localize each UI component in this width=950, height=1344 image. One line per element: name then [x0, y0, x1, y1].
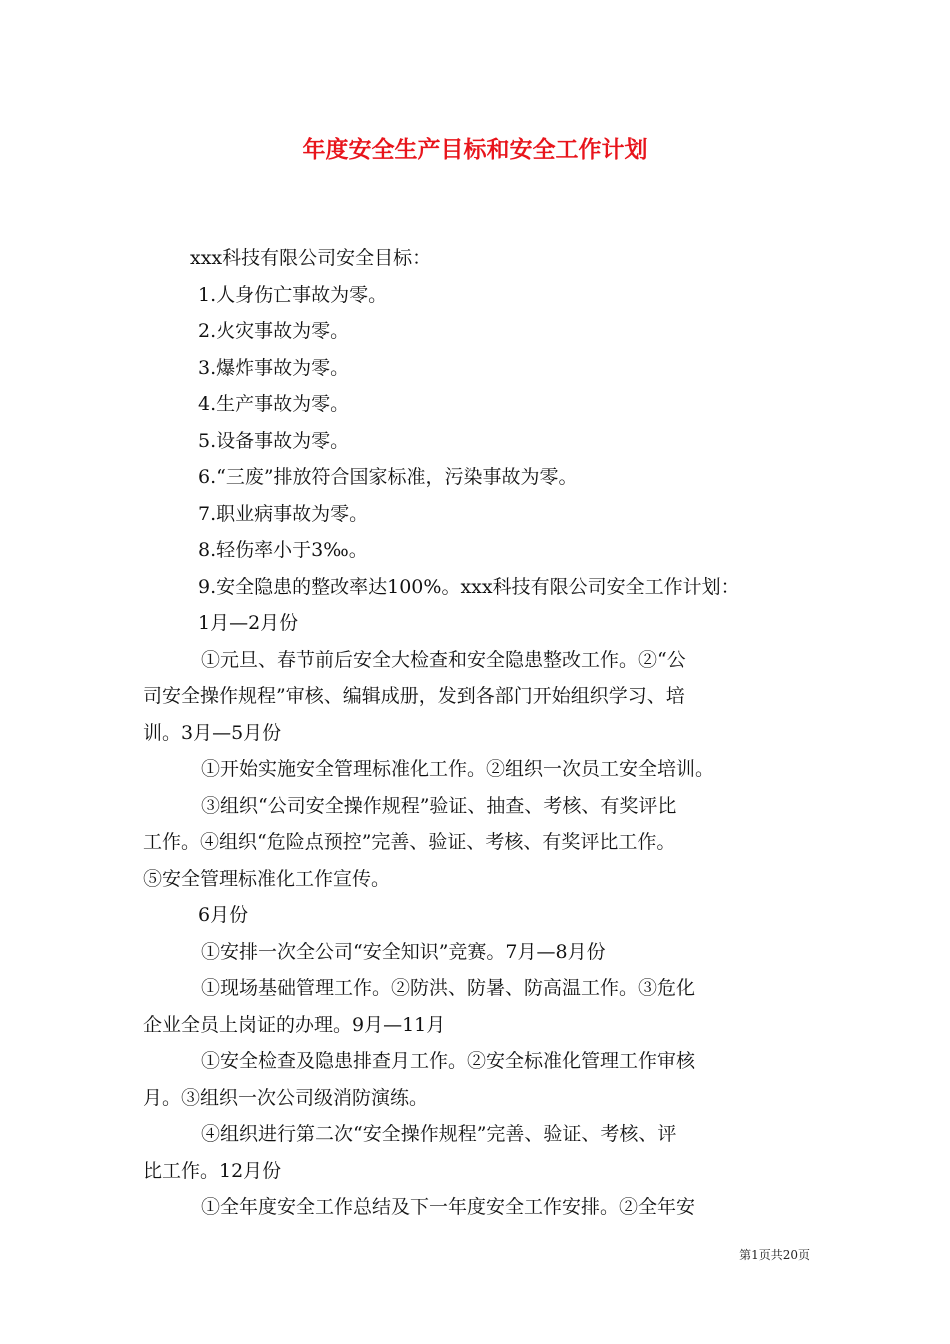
text-line: ⑤安全管理标准化工作宣传。 — [143, 867, 391, 890]
text-line: ④组织进行第二次“安全操作规程”完善、验证、考核、评 — [201, 1123, 677, 1145]
text-line: xxx科技有限公司安全目标： — [190, 247, 432, 269]
text-line: 1.人身伤亡事故为零。 — [198, 283, 388, 306]
text-line: ①元旦、春节前后安全大检查和安全隐患整改工作。②“公 — [201, 648, 686, 671]
text-line: 6.“三废”排放符合国家标准，污染事故为零。 — [198, 466, 578, 488]
text-line: 企业全员上岗证的办理。9月—11月 — [143, 1013, 446, 1036]
text-line: 7.职业病事故为零。 — [198, 502, 369, 525]
text-line: 1月—2月份 — [198, 612, 299, 634]
text-line: 训。3月—5月份 — [143, 721, 282, 744]
text-line: ①安排一次全公司“安全知识”竞赛。7月—8月份 — [201, 940, 606, 963]
text-line: ①现场基础管理工作。②防洪、防暑、防高温工作。③危化 — [201, 977, 696, 999]
page-number: 第1页共20页 — [739, 1248, 810, 1262]
text-line: 4.生产事故为零。 — [198, 393, 350, 415]
text-line: 工作。④组织“危险点预控”完善、验证、考核、有奖评比工作。 — [143, 831, 676, 853]
text-line: ①全年度安全工作总结及下一年度安全工作安排。②全年安 — [201, 1196, 696, 1218]
text-line: 9.安全隐患的整改率达100%。xxx科技有限公司安全工作计划： — [198, 575, 740, 598]
text-line: 司安全操作规程”审核、编辑成册，发到各部门开始组织学习、培 — [143, 685, 685, 707]
text-line: 比工作。12月份 — [143, 1159, 282, 1182]
text-line: 6月份 — [198, 904, 249, 926]
text-line: 3.爆炸事故为零。 — [198, 356, 350, 379]
text-line: 8.轻伤率小于3‰。 — [198, 539, 368, 561]
document-body — [143, 240, 808, 1226]
text-line: 2.火灾事故为零。 — [198, 320, 350, 342]
text-line: 月。③组织一次公司级消防演练。 — [143, 1086, 429, 1109]
text-line: ③组织“公司安全操作规程”验证、抽查、考核、有奖评比 — [201, 794, 677, 817]
document-title: 年度安全生产目标和安全工作计划 — [302, 137, 648, 163]
text-line: ①开始实施安全管理标准化工作。②组织一次员工安全培训。 — [201, 758, 715, 780]
text-line: 5.设备事故为零。 — [198, 429, 350, 452]
text-line: ①安全检查及隐患排查月工作。②安全标准化管理工作审核 — [201, 1050, 696, 1072]
